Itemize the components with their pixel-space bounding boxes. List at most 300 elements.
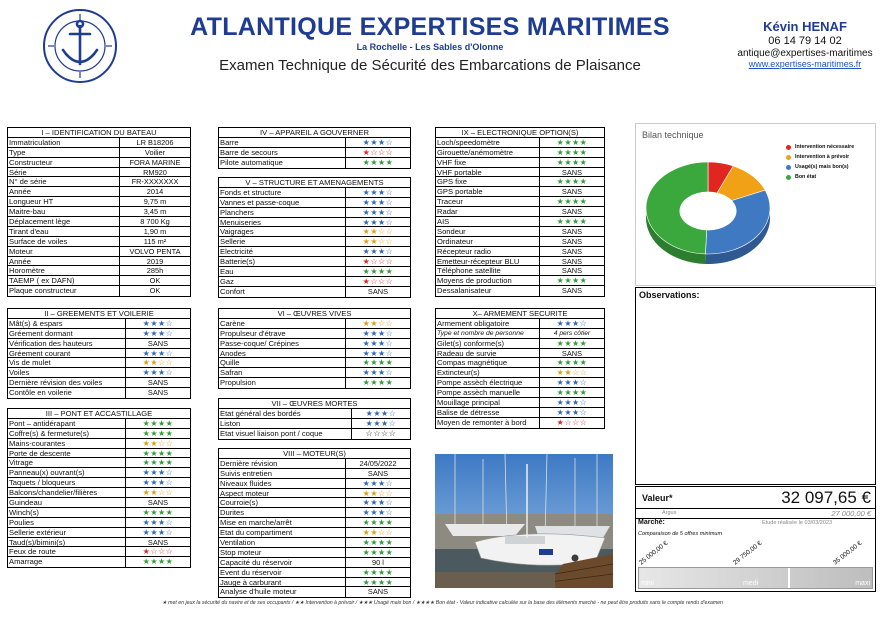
table-row	[8, 358, 190, 368]
table-row	[219, 508, 410, 518]
row-label: Stop moteur	[219, 548, 346, 557]
row-label: Compas magnétique	[436, 358, 540, 367]
rating-stars: ☆☆☆☆	[365, 428, 397, 438]
section-title: V – STRUCTURE ET AMENAGEMENTS	[219, 178, 410, 188]
row-label: Pilote automatique	[219, 158, 346, 168]
table-row	[8, 319, 190, 329]
table-row	[219, 208, 410, 218]
row-value: SANS	[147, 388, 169, 398]
table-row	[8, 329, 190, 339]
row-value: SANS	[147, 498, 169, 507]
row-label: Vaigrages	[219, 227, 346, 236]
table-row	[436, 378, 604, 388]
row-label: Amarrage	[8, 557, 126, 567]
table-row	[219, 227, 410, 237]
exam-title: Examen Technique de Sécurité des Embarcations de Plaisance	[219, 57, 641, 74]
table-row	[436, 418, 604, 428]
table-row	[436, 257, 604, 267]
table-row	[219, 198, 410, 208]
legend-swatch	[786, 165, 791, 170]
row-label: Dernière révision des voiles	[8, 378, 126, 387]
row-label: Fonds et structure	[219, 188, 346, 197]
row-label: Batterie(s)	[219, 257, 346, 266]
row-value: SANS	[561, 167, 583, 177]
section-armement	[435, 308, 605, 429]
table-row	[436, 217, 604, 227]
table-row	[8, 257, 190, 267]
row-label: Année	[8, 257, 120, 266]
table-row	[436, 187, 604, 197]
table-row	[8, 237, 190, 247]
table-row	[219, 518, 410, 528]
scale-label-mini: mini	[641, 580, 654, 587]
row-value: 90 l	[372, 557, 384, 567]
row-value: 8 700 Kg	[140, 217, 170, 226]
row-label: Coffre(s) & fermeture(s)	[8, 429, 126, 438]
rating-stars: ★★★★	[556, 358, 588, 368]
rating-stars: ★★★☆	[362, 137, 394, 147]
table-row	[8, 468, 190, 478]
rating-stars: ★★★☆	[362, 478, 394, 488]
rating-stars: ★★★☆	[362, 348, 394, 358]
rating-stars: ★☆☆☆	[362, 276, 394, 286]
row-value: 9,75 m	[143, 197, 167, 207]
row-value: RM920	[143, 167, 167, 177]
row-label: Etat général des bordés	[219, 409, 352, 418]
row-value: Voilier	[144, 147, 166, 157]
rating-stars: ★★★☆	[142, 468, 174, 478]
row-label: Panneau(x) ouvrant(s)	[8, 468, 126, 477]
study-label: Etude réalisée le	[762, 520, 803, 526]
table-row	[219, 319, 410, 329]
row-label: Quille	[219, 358, 346, 367]
row-label: Type	[8, 148, 120, 157]
row-label: Balcons/chandelier/filières	[8, 488, 126, 497]
row-label: Poulies	[8, 518, 126, 527]
rating-stars: ★★☆☆	[142, 438, 174, 448]
rating-stars: ★★★☆	[142, 478, 174, 488]
rating-stars: ★★★☆	[365, 418, 397, 428]
row-value: SANS	[147, 338, 169, 348]
rating-stars: ★★★★	[556, 217, 588, 226]
row-value: SANS	[561, 187, 583, 197]
table-row	[8, 286, 190, 296]
rating-stars: ★★★☆	[362, 508, 394, 518]
row-label: Mise en marche/arrêt	[219, 518, 346, 527]
row-label: Série	[8, 168, 120, 177]
rating-stars: ★★☆☆	[362, 318, 394, 328]
table-row	[8, 349, 190, 359]
table-row	[219, 429, 410, 439]
row-label: Electricité	[219, 247, 346, 256]
row-label: Event du réservoir	[219, 568, 346, 577]
rating-stars: ★★★★	[556, 137, 588, 147]
table-row	[436, 247, 604, 257]
rating-stars: ★★★★	[362, 518, 394, 528]
legend-swatch	[786, 155, 791, 160]
row-label: Gilet(s) conforme(s)	[436, 339, 540, 348]
row-label: Eau	[219, 267, 346, 276]
table-row	[219, 378, 410, 388]
table-row	[219, 349, 410, 359]
legend-label: Intervention à prévoir	[795, 154, 850, 160]
table-row	[436, 358, 604, 368]
row-label: Capacité du réservoir	[219, 558, 346, 567]
row-label: Vitrage	[8, 458, 126, 467]
row-label: Horomètre	[8, 266, 120, 275]
table-row	[8, 227, 190, 237]
rating-stars: ★★★☆	[142, 328, 174, 338]
row-label: Armement obligatoire	[436, 319, 540, 328]
table-row	[8, 429, 190, 439]
section-title: III – PONT ET ACCASTILLAGE	[8, 409, 190, 419]
table-row	[219, 469, 410, 479]
row-value: FORA MARINE	[129, 157, 181, 167]
market-label: Marché:	[638, 519, 665, 526]
rating-stars: ★★★★	[142, 428, 174, 438]
row-label: Pont – antidérapant	[8, 419, 126, 428]
row-label: Téléphone satellite	[436, 266, 540, 275]
table-row	[8, 458, 190, 468]
row-label: Radeau de survie	[436, 349, 540, 358]
row-label: Sellerie	[219, 237, 346, 246]
contact-phone: 06 14 79 14 02	[768, 34, 842, 47]
rating-stars: ★★★★	[362, 567, 394, 577]
table-row	[219, 188, 410, 198]
row-label: Etat visuel liaison pont / coque	[219, 429, 352, 439]
scale-label-maxi: maxi	[855, 580, 870, 587]
section-greements	[7, 308, 191, 399]
rating-stars: ★★★☆	[142, 368, 174, 378]
section-title: X– ARMEMENT SECURITE	[436, 309, 604, 319]
row-label: Guindeau	[8, 498, 126, 507]
table-row	[8, 528, 190, 538]
table-row	[219, 267, 410, 277]
row-value: OK	[149, 276, 161, 286]
row-label: Aspect moteur	[219, 489, 346, 498]
table-row	[8, 148, 190, 158]
scale-label-medi: medi	[743, 580, 759, 587]
rating-stars: ★★☆☆	[362, 227, 394, 237]
section-title: II – GREEMENTS ET VOILERIE	[8, 309, 190, 319]
row-label: Taquets / bloqueurs	[8, 478, 126, 487]
row-label: Gaz	[219, 277, 346, 286]
rating-stars: ★★★☆	[556, 378, 588, 388]
rating-stars: ★★★☆	[362, 247, 394, 257]
row-label: Moyen de remonter à bord	[436, 418, 540, 428]
row-label: Sondeur	[436, 227, 540, 236]
table-row	[8, 207, 190, 217]
table-row	[436, 329, 604, 339]
row-label: N° de série	[8, 177, 120, 186]
table-row	[436, 237, 604, 247]
row-label: Girouette/anémomètre	[436, 148, 540, 157]
section-structure	[218, 177, 411, 298]
argus-value: 27 000,00 €	[831, 509, 871, 518]
table-row	[436, 388, 604, 398]
table-row	[8, 138, 190, 148]
table-row	[219, 459, 410, 469]
row-value: SANS	[561, 226, 583, 236]
table-row	[219, 419, 410, 429]
table-row	[436, 339, 604, 349]
row-label: Longueur HT	[8, 197, 120, 206]
row-label: Radar	[436, 207, 540, 216]
technical-summary-chart	[635, 123, 876, 286]
row-label: Niveaux fluides	[219, 479, 346, 488]
table-row	[8, 557, 190, 567]
row-label: Courroie(s)	[219, 498, 346, 507]
study-date-block	[762, 520, 832, 526]
row-label: Vis de mulet	[8, 358, 126, 367]
table-row	[436, 227, 604, 237]
table-row	[436, 286, 604, 296]
rating-stars: ★★★★	[142, 507, 174, 517]
legend-label: Intervention nécessaire	[795, 144, 855, 150]
table-row	[8, 488, 190, 498]
donut-hole	[679, 192, 736, 231]
market-scale-bar	[638, 567, 873, 589]
legend-item	[786, 154, 854, 160]
row-label: Propulsion	[219, 378, 346, 388]
rating-stars: ★★★☆	[362, 207, 394, 217]
row-label: TAEMP ( ex DAFN)	[8, 276, 120, 285]
rating-stars: ★★★★	[362, 538, 394, 547]
row-value: 1,90 m	[143, 226, 167, 236]
rating-stars: ★★★★	[362, 157, 394, 167]
study-date: 03/03/2023	[804, 520, 833, 526]
row-value: VOLVO PENTA	[129, 246, 181, 256]
row-label: Moteur	[8, 247, 120, 256]
section-title: IX – ELECTRONIQUE OPTION(S)	[436, 128, 604, 138]
rating-stars: ★★★★	[142, 557, 174, 567]
section-appareil-gouverner	[218, 127, 411, 169]
row-label: Anodes	[219, 349, 346, 358]
row-value: FR-XXXXXXX	[131, 177, 179, 187]
rating-stars: ★★★☆	[556, 407, 588, 417]
valuation-box	[635, 486, 876, 592]
row-label: Porte de descente	[8, 449, 126, 458]
row-label: Dessalanisateur	[436, 286, 540, 296]
scale-min-value: 25 000,00 €	[638, 539, 670, 567]
table-row	[8, 247, 190, 257]
row-label: Extincteur(s)	[436, 368, 540, 377]
rating-stars: ★★★★	[556, 388, 588, 398]
rating-stars: ★★★★	[362, 378, 394, 388]
rating-stars: ★★★★	[142, 448, 174, 458]
rating-stars: ★★★★	[556, 338, 588, 348]
scale-mid-value: 29 750,00 €	[732, 539, 764, 567]
row-label: Vannes et passe-coque	[219, 198, 346, 207]
section-title: VIII – MOTEUR(S)	[219, 449, 410, 459]
legend-swatch	[786, 175, 791, 180]
row-value: SANS	[561, 348, 583, 358]
section-title: VI – ŒUVRES VIVES	[219, 309, 410, 319]
section-title: IV – APPAREIL A GOUVERNER	[219, 128, 410, 138]
row-label: Menuiseries	[219, 218, 346, 227]
company-name: ATLANTIQUE EXPERTISES MARITIMES	[190, 13, 670, 41]
company-locations: La Rochelle - Les Sables d'Olonne	[356, 42, 504, 52]
row-label: Récepteur radio	[436, 247, 540, 256]
table-row	[219, 479, 410, 489]
section-moteur	[218, 448, 411, 598]
row-value: SANS	[367, 468, 389, 478]
rating-stars: ★★★☆	[142, 517, 174, 527]
rating-stars: ★★★★	[556, 276, 588, 286]
table-row	[8, 388, 190, 398]
row-label: Emetteur-récepteur BLU	[436, 257, 540, 266]
rating-stars: ★★☆☆	[556, 368, 588, 378]
row-label: Analyse d'huile moteur	[219, 587, 346, 597]
observations-box	[635, 287, 876, 485]
legend-item	[786, 174, 854, 180]
row-label: Année	[8, 187, 120, 196]
row-label: Propulseur d'étrave	[219, 329, 346, 338]
row-label: Traceur	[436, 197, 540, 206]
row-label: Gréement dormant	[8, 329, 126, 338]
row-label: Etat du compartiment	[219, 528, 346, 537]
rating-stars: ★★★★	[142, 458, 174, 468]
row-label: Type et nombre de personne	[436, 329, 540, 338]
row-label: Ordinateur	[436, 237, 540, 246]
table-row	[436, 266, 604, 276]
contact-email[interactable]: antique@expertises-maritimes	[737, 47, 873, 59]
rating-stars: ★★★☆	[556, 318, 588, 328]
table-row	[8, 217, 190, 227]
scale-max-value: 35 000,00 €	[832, 539, 864, 567]
rating-stars: ★★★★	[362, 358, 394, 368]
table-row	[436, 197, 604, 207]
rating-stars: ★★★☆	[362, 217, 394, 227]
row-label: Mât(s) & espars	[8, 319, 126, 328]
row-value: SANS	[147, 537, 169, 547]
row-label: Dernière révision	[219, 459, 346, 468]
table-row	[8, 508, 190, 518]
row-value: 24/05/2022	[359, 458, 397, 468]
rating-stars: ★★★★	[362, 267, 394, 276]
table-row	[8, 177, 190, 187]
table-row	[219, 578, 410, 588]
table-row	[8, 478, 190, 488]
table-row	[219, 409, 410, 419]
row-label: GPS portable	[436, 187, 540, 196]
rating-stars: ★★★★	[362, 547, 394, 557]
table-row	[8, 197, 190, 207]
row-label: Plaque constructeur	[8, 286, 120, 296]
table-row	[8, 339, 190, 349]
table-row	[8, 498, 190, 508]
table-row	[436, 148, 604, 158]
rating-stars: ★★☆☆	[142, 488, 174, 498]
table-row	[219, 329, 410, 339]
row-label: AIS	[436, 217, 540, 226]
section-pont	[7, 408, 191, 568]
table-row	[219, 568, 410, 578]
rating-stars: ★★★★	[556, 197, 588, 207]
table-row	[219, 548, 410, 558]
table-row	[8, 439, 190, 449]
row-label: Vérification des hauteurs	[8, 339, 126, 348]
row-value: 4 pers côtier	[553, 329, 591, 337]
rating-stars: ★★★☆	[362, 368, 394, 378]
rating-stars: ★☆☆☆	[362, 257, 394, 267]
table-row	[8, 449, 190, 459]
observations-title: Observations:	[639, 290, 700, 300]
rating-stars: ★★★☆	[142, 318, 174, 328]
row-label: Moyens de production	[436, 276, 540, 285]
table-row	[219, 587, 410, 597]
rating-stars: ★★★☆	[362, 187, 394, 197]
table-row	[219, 368, 410, 378]
rating-stars: ★☆☆☆	[362, 147, 394, 157]
table-row	[8, 266, 190, 276]
table-row	[219, 358, 410, 368]
value-amount: 32 097,65 €	[781, 488, 871, 507]
row-label: Confort	[219, 287, 346, 297]
row-value: OK	[149, 286, 161, 296]
row-value: SANS	[147, 378, 169, 388]
market-scale-marker	[788, 568, 790, 588]
rating-stars: ★★★☆	[362, 498, 394, 508]
section-oeuvres-mortes	[218, 398, 411, 440]
row-value: 2019	[146, 256, 164, 266]
table-row	[219, 339, 410, 349]
table-row	[436, 138, 604, 148]
row-label: Winch(s)	[8, 508, 126, 517]
table-row	[8, 547, 190, 557]
row-label: Taud(s)/bimini(s)	[8, 538, 126, 547]
rating-stars: ★★★☆	[142, 348, 174, 358]
row-value: 285h	[146, 266, 164, 276]
contact-name: Kévin HENAF	[763, 19, 847, 34]
row-label: Immatriculation	[8, 138, 120, 147]
table-row	[436, 168, 604, 178]
row-value: SANS	[367, 587, 389, 597]
table-row	[8, 518, 190, 528]
row-label: Sellerie extérieur	[8, 528, 126, 537]
row-value: SANS	[367, 286, 389, 296]
table-row	[8, 158, 190, 168]
table-row	[219, 247, 410, 257]
table-row	[436, 368, 604, 378]
row-label: Contôle en voilerie	[8, 388, 126, 398]
row-label: Loch/speedomètre	[436, 138, 540, 147]
row-value: SANS	[561, 256, 583, 266]
legend-swatch	[786, 145, 791, 150]
table-row	[219, 218, 410, 228]
table-row	[219, 148, 410, 158]
contact-website-link[interactable]: www.expertises-maritimes.fr	[748, 59, 862, 70]
boat-photo	[435, 454, 613, 588]
row-label: Déplacement lège	[8, 217, 120, 226]
legend-item	[786, 164, 854, 170]
table-row	[8, 419, 190, 429]
rating-stars: ★★★☆	[142, 527, 174, 537]
table-row	[8, 378, 190, 388]
rating-stars: ★★★☆	[362, 338, 394, 348]
table-row	[219, 498, 410, 508]
row-label: Barre de secours	[219, 148, 346, 157]
company-logo	[42, 8, 118, 84]
table-row	[436, 408, 604, 418]
row-label: Mouillage principal	[436, 398, 540, 407]
row-value: 2014	[146, 187, 164, 197]
row-label: Passe-coque/ Crépines	[219, 339, 346, 348]
rating-stars: ★★★★	[556, 147, 588, 157]
table-row	[436, 319, 604, 329]
row-label: Planchers	[219, 208, 346, 217]
rating-stars: ★★☆☆	[142, 358, 174, 368]
